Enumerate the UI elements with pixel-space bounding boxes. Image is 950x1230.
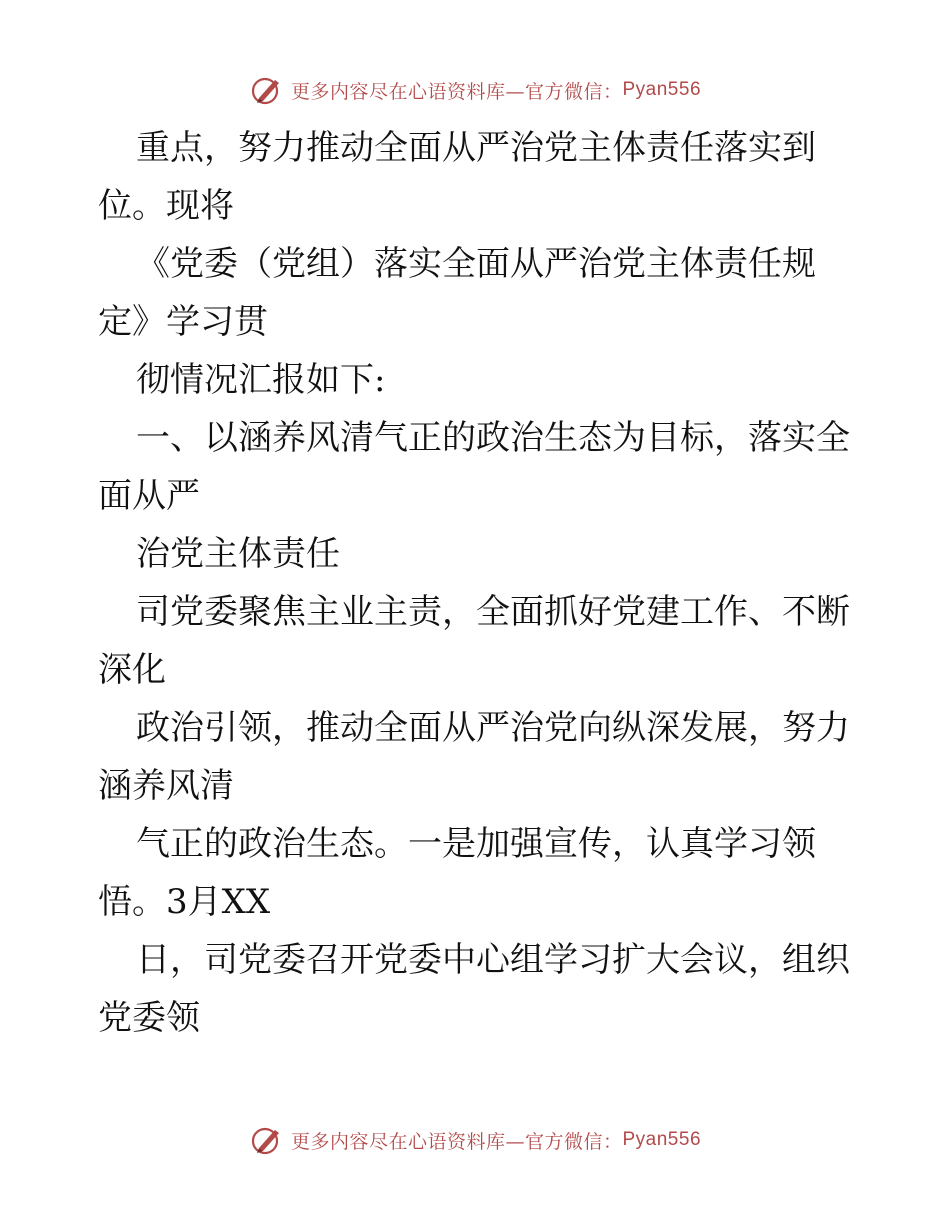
body-line: 定》学习贯 — [98, 302, 268, 342]
body-line: 日，司党委召开党委中心组学习扩大会议，组织 — [136, 940, 850, 980]
footer-banner-text: 更多内容尽在心语资料库—官方微信： — [290, 1130, 623, 1153]
body-line: 党委领 — [98, 998, 200, 1038]
pen-logo-icon — [249, 74, 285, 106]
body-line: 重点，努力推动全面从严治党主体责任落实到 — [136, 128, 816, 168]
body-line: 一、以涵养风清气正的政治生态为目标，落实全 — [136, 418, 850, 458]
body-line: 位。现将 — [98, 186, 234, 226]
body-line: 政治引领，推动全面从严治党向纵深发展，努力 — [136, 708, 850, 748]
footer-banner-handle: Pyan556 — [622, 1129, 702, 1150]
header-banner-text: 更多内容尽在心语资料库—官方微信： — [290, 80, 623, 103]
body-line: 气正的政治生态。一是加强宣传，认真学习领 — [136, 824, 816, 864]
header-banner-handle: Pyan556 — [622, 79, 702, 100]
footer-watermark-banner — [0, 1120, 950, 1160]
body-line: 治党主体责任 — [136, 534, 340, 574]
body-line: 深化 — [98, 650, 166, 690]
body-line: 彻情况汇报如下: — [136, 360, 386, 400]
header-watermark-banner — [0, 70, 950, 110]
body-line: 司党委聚焦主业主责，全面抓好党建工作、不断 — [136, 592, 850, 632]
body-line: 面从严 — [98, 476, 200, 516]
body-line: 《党委（党组）落实全面从严治党主体责任规 — [136, 244, 816, 284]
pen-logo-icon — [249, 1124, 285, 1156]
body-line: 涵养风清 — [98, 766, 234, 806]
body-line: 悟。3月XX — [98, 882, 271, 922]
document-body — [98, 119, 868, 1047]
